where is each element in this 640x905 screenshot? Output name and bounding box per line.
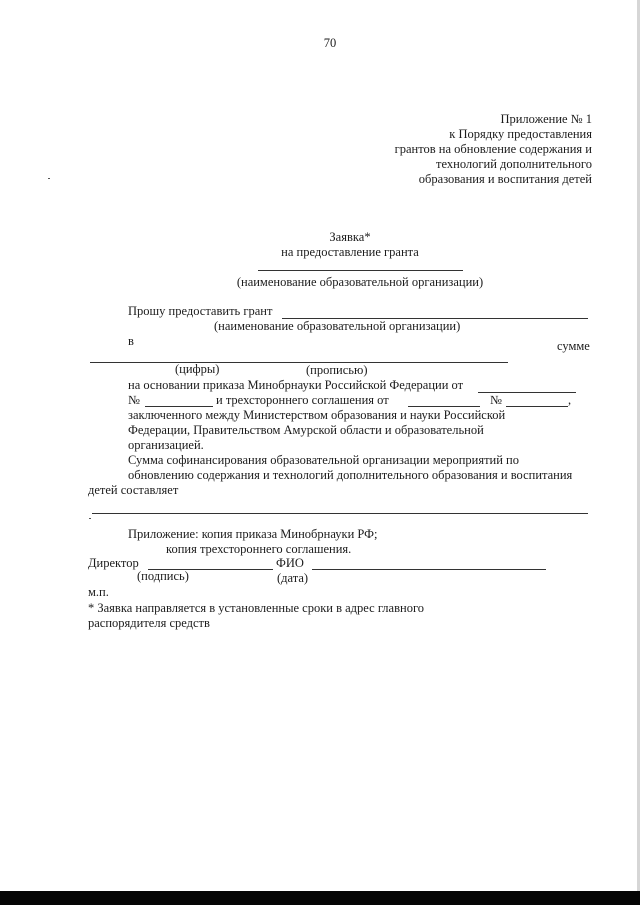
sum-line bbox=[90, 362, 508, 363]
concluded-text: заключенного между Министерством образования и науки Российской bbox=[128, 408, 506, 422]
words-caption: (прописью) bbox=[306, 363, 368, 377]
agreement-number-sign: № bbox=[490, 393, 502, 407]
children-text: детей составляет bbox=[88, 483, 179, 497]
order-number-line bbox=[145, 406, 213, 407]
renewal-text: обновлению содержания и технологий дополнительного образования и воспитания bbox=[128, 468, 573, 482]
cofinancing-amount-line bbox=[92, 513, 588, 514]
agreement-number-line bbox=[506, 406, 568, 407]
fio-line bbox=[312, 569, 546, 570]
appendix-line-1: Приложение № 1 bbox=[500, 112, 592, 126]
scan-bottom-edge bbox=[0, 891, 640, 905]
request-text: Прошу предоставить грант bbox=[128, 304, 273, 318]
sum-text: сумме bbox=[557, 339, 590, 353]
trilateral-text: и трехстороннего соглашения от bbox=[216, 393, 389, 407]
page-number: 70 bbox=[323, 36, 337, 50]
agreement-date-line bbox=[408, 406, 480, 407]
fio-label: ФИО bbox=[276, 556, 304, 570]
attachments-line-2: копия трехстороннего соглашения. bbox=[166, 542, 352, 556]
appendix-line-3: грантов на обновление содержания и bbox=[394, 142, 592, 156]
footnote-line-2: распорядителя средств bbox=[88, 616, 210, 630]
org-name-caption: (наименование образовательной организации) bbox=[236, 275, 484, 289]
application-title: Заявка* bbox=[329, 230, 371, 244]
attachments-line-1: Приложение: копия приказа Минобрнауки РФ; bbox=[128, 527, 378, 541]
federation-text: Федерации, Правительством Амурской области и образовательной bbox=[128, 423, 484, 437]
scan-speck bbox=[89, 518, 91, 519]
agreement-comma: , bbox=[568, 393, 572, 407]
basis-text: на основании приказа Минобрнауки Российской Федерации от bbox=[128, 378, 464, 392]
cofinancing-text: Сумма софинансирования образовательной организации мероприятий по bbox=[128, 453, 519, 467]
application-subtitle: на предоставление гранта bbox=[281, 245, 419, 259]
order-number-sign: № bbox=[128, 393, 140, 407]
footnote-line-1: * Заявка направляется в установленные сроки в адрес главного bbox=[88, 601, 425, 615]
organization-text: организацией. bbox=[128, 438, 204, 452]
org-name-line bbox=[258, 270, 463, 271]
date-caption: (дата) bbox=[277, 571, 309, 585]
director-label: Директор bbox=[88, 556, 139, 570]
appendix-line-4: технологий дополнительного bbox=[436, 157, 592, 171]
appendix-line-2: к Порядку предоставления bbox=[449, 127, 592, 141]
seal-label: м.п. bbox=[88, 585, 109, 599]
in-text: в bbox=[128, 334, 134, 348]
signature-caption: (подпись) bbox=[137, 569, 189, 583]
scan-speck-left bbox=[48, 178, 50, 179]
appendix-line-5: образования и воспитания детей bbox=[418, 172, 592, 186]
request-org-caption: (наименование образовательной организации) bbox=[214, 319, 461, 333]
digits-caption: (цифры) bbox=[175, 362, 220, 376]
